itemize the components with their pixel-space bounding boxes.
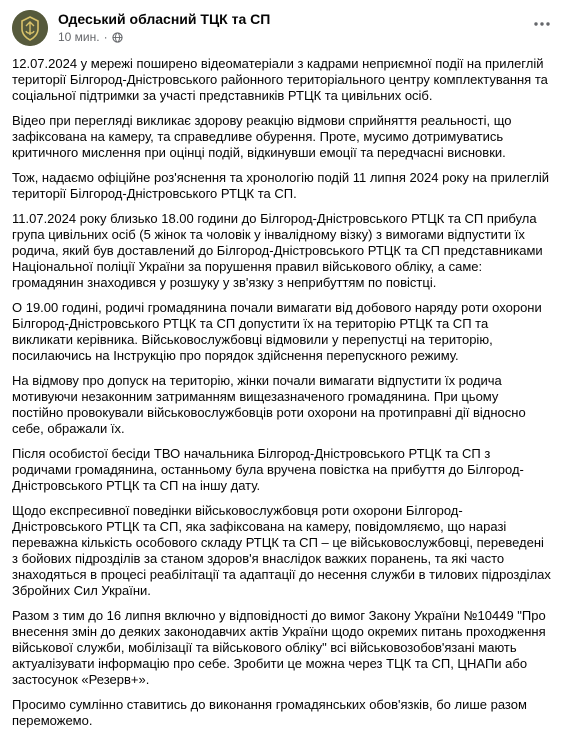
post-meta [58,30,123,44]
post-paragraph: Щодо експресивної поведінки військовослужбовця роти охорони Білгород-Дністровського РТЦК та СП, яка зафіксована на камеру, повідомляємо, що наразі переважна кількість особового складу РТЦК та СП – це військовослужбовці, переведені з бойових підрозділів за станом здоров'я внаслідок важких поранень, та які часто знаходяться в процесі реабілітації та адаптації до несення служби в тилових підрозділах Збройних Сил України. [12,503,551,598]
post-paragraph: О 19.00 годині, родичі громадянина почали вимагати від добового наряду роти охорони Білгород-Дністровського РТЦК та СП допустити їх на територію РТЦК та СП та викликати керівника. Військовослужбовці відмовили у перепустці на територію, посилаючись на Інструкцію про порядок здійснення перепускного режиму. [12,300,542,363]
post-paragraph: Разом з тим до 16 липня включно у відповідності до вимог Закону України №10449 "Про внесення змін до деяких законодавчих актів України щодо окремих питань проходження військової служби, мобілізації та військового обліку" всі військовозобов'язані мають актуалізувати інформацію про себе. Зробити це можна через ТЦК та СП, ЦНАПи або застосунок «Резерв+». [12,608,546,687]
post-timestamp[interactable]: 10 мин. [58,30,100,44]
post-paragraph: Тож, надаємо офіційне роз'яснення та хронологію подій 11 липня 2024 року на прилеглій території Білгород-Дністровського РТЦК та СП. [12,170,550,201]
post-header [12,8,556,48]
avatar[interactable] [12,10,48,46]
globe-icon [112,32,123,43]
post-paragraph: На відмову про допуск на територію, жінки почали вимагати відпустити їх родича мотивуючи незаконним затриманням вищезазначеного громадянина. При цьому постійно провокували військовослужбовців роти охорони на протиправні дії відносно себе, ображали їх. [12,373,526,436]
post-paragraph: 11.07.2024 року близько 18.00 години до Білгород-Дністровського РТЦК та СП прибула група цивільних осіб (5 жінок та чоловік у інвалідному візку) з вимогами відпустити їх родича, який був доставлений до Білгород-Дністровського РТЦК та СП представниками Національної поліції України за порушення правил військового обліку, а саме: громадянин знаходився у розшуку у зв'язку з неприбуттям по повістці. [12,211,543,290]
more-options-icon[interactable] [530,16,554,32]
page-name-link[interactable]: Одеський обласний ТЦК та СП [58,11,271,27]
post-paragraph: Просимо сумлінно ставитись до виконання громадянських обов'язків, бо лише разом переможемо. [12,697,527,728]
post-paragraph: Після особистої бесіди ТВО начальника Білгород-Дністровського РТЦК та СП з родичами громадянина, останньому була вручена повістка на прибуття до Білгород-Дністровського РТЦК та СП на іншу дату. [12,446,524,493]
post-paragraph: 12.07.2024 у мережі поширено відеоматеріали з кадрами неприємної події на прилеглій території Білгород-Дністровського районного територіального центру комплектування та соціальної підтримки за участі представників РТЦК та цивільних осіб. [12,56,548,103]
emblem-icon [12,10,48,46]
post-text [12,56,552,738]
post-paragraph: Відео при перегляді викликає здорову реакцію відмови сприйняття реальності, що зафіксована на камеру, та справедливе обурення. Проте, мусимо дотримуватись критичного мислення при оцінці подій, відкинувши емоції та передчасні висновки. [12,113,512,160]
meta-separator: · [103,30,108,44]
